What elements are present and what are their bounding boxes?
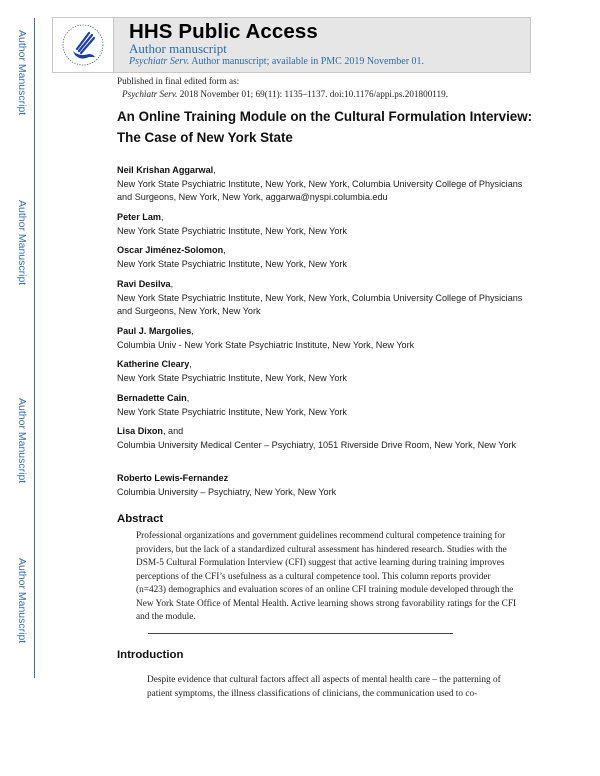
author-name: Katherine Cleary: [117, 359, 190, 369]
introduction-text: Despite evidence that cultural factors affect all aspects of mental health care – the patterning of patient symptoms, the illness classifications of clinicians, the communication used to co-: [147, 675, 501, 699]
availability-note: [129, 56, 424, 67]
article-title: An Online Training Module on the Cultural Formulation Interview: The Case of New York State: [117, 109, 533, 145]
author-affiliation: New York State Psychiatric Institute, New York, New York: [117, 258, 347, 269]
citation-journal: Psychiatr Serv.: [122, 89, 178, 99]
author-suffix: ,: [160, 212, 164, 222]
author-block: [117, 358, 537, 385]
author-name: Neil Krishan Aggarwal: [117, 165, 214, 175]
side-label-author-manuscript: Author Manuscript: [16, 30, 28, 116]
section-divider: [148, 633, 453, 634]
author-name: Lisa Dixon: [117, 426, 163, 436]
hhs-eagle-logo-icon: [59, 21, 107, 69]
published-label: Published in final edited form as:: [117, 76, 240, 86]
author-suffix: , and: [162, 426, 184, 436]
author-affiliation: New York State Psychiatric Institute, New York, New York: [117, 372, 347, 383]
availability-text: Author manuscript; available in PMC 2019 November 01.: [189, 56, 425, 67]
side-label-author-manuscript: Author Manuscript: [16, 558, 28, 644]
author-block: [117, 278, 537, 319]
citation-details: 2018 November 01; 69(11): 1135–1137. doi:10.1176/appi.ps.201800119.: [177, 89, 449, 99]
author-affiliation: New York State Psychiatric Institute, New York, New York, Columbia University College of Physicians and Surgeons, New York, New York: [117, 292, 523, 316]
abstract-heading: Abstract: [117, 513, 164, 525]
author-name: Peter Lam: [117, 212, 161, 222]
author-block: [117, 425, 537, 452]
abstract-text: Professional organizations and government guidelines recommend cultural competence training for providers, but the lack of a standardized cultural assessment has hindered research. Studies with the DSM-5 Cultural Formulation Interview (CFI) suggest that active learning during training improves perceptions of the CFI’s usefulness as a cultural competence tool. This column reports provider (n=423) demographics and evaluation scores of an online CFI training module developed through the New York State Office of Mental Health. Active learning shows strong favorability ratings for the CFI and the module.: [136, 531, 517, 622]
side-label-author-manuscript: Author Manuscript: [16, 398, 28, 484]
manuscript-type: Author manuscript: [129, 41, 227, 56]
author-affiliation: Columbia University – Psychiatry, New York, New York: [117, 486, 337, 497]
author-suffix: ,: [170, 279, 174, 289]
author-suffix: ,: [189, 359, 192, 369]
author-affiliation: New York State Psychiatric Institute, New York, New York, Columbia University College of Physicians and Surgeons, New York, New York, aggarwa@nyspi.columbia.edu: [117, 178, 523, 202]
author-suffix: ,: [213, 165, 216, 175]
author-name: Bernadette Cain: [117, 393, 187, 403]
author-block: [117, 472, 537, 499]
introduction-heading: Introduction: [117, 649, 184, 661]
author-block: [117, 325, 537, 352]
hhs-logo: [53, 18, 114, 72]
hhs-header-banner: [52, 17, 531, 73]
author-name: Roberto Lewis-Fernandez: [117, 473, 229, 483]
author-name: Oscar Jiménez-Solomon: [117, 245, 224, 255]
citation: [122, 89, 448, 99]
journal-abbrev: Psychiatr Serv.: [129, 56, 190, 67]
hhs-title: HHS Public Access: [129, 20, 318, 43]
author-affiliation: Columbia Univ - New York State Psychiatric Institute, New York, New York: [117, 339, 415, 350]
author-affiliation: Columbia University Medical Center – Psychiatry, 1051 Riverside Drive Room, New York, New York: [117, 439, 517, 450]
author-block: [117, 244, 537, 271]
author-block: [117, 211, 537, 238]
author-name: Ravi Desilva: [117, 279, 171, 289]
author-suffix: ,: [223, 245, 226, 255]
author-suffix: ,: [186, 393, 190, 403]
author-affiliation: New York State Psychiatric Institute, New York, New York: [117, 406, 347, 417]
author-name: Paul J. Margolies: [117, 326, 192, 336]
author-block: [117, 392, 537, 419]
margin-rule: [34, 18, 35, 678]
author-affiliation: New York State Psychiatric Institute, New York, New York: [117, 225, 347, 236]
author-suffix: ,: [191, 326, 194, 336]
author-block: [117, 164, 537, 205]
side-label-author-manuscript: Author Manuscript: [16, 200, 28, 286]
